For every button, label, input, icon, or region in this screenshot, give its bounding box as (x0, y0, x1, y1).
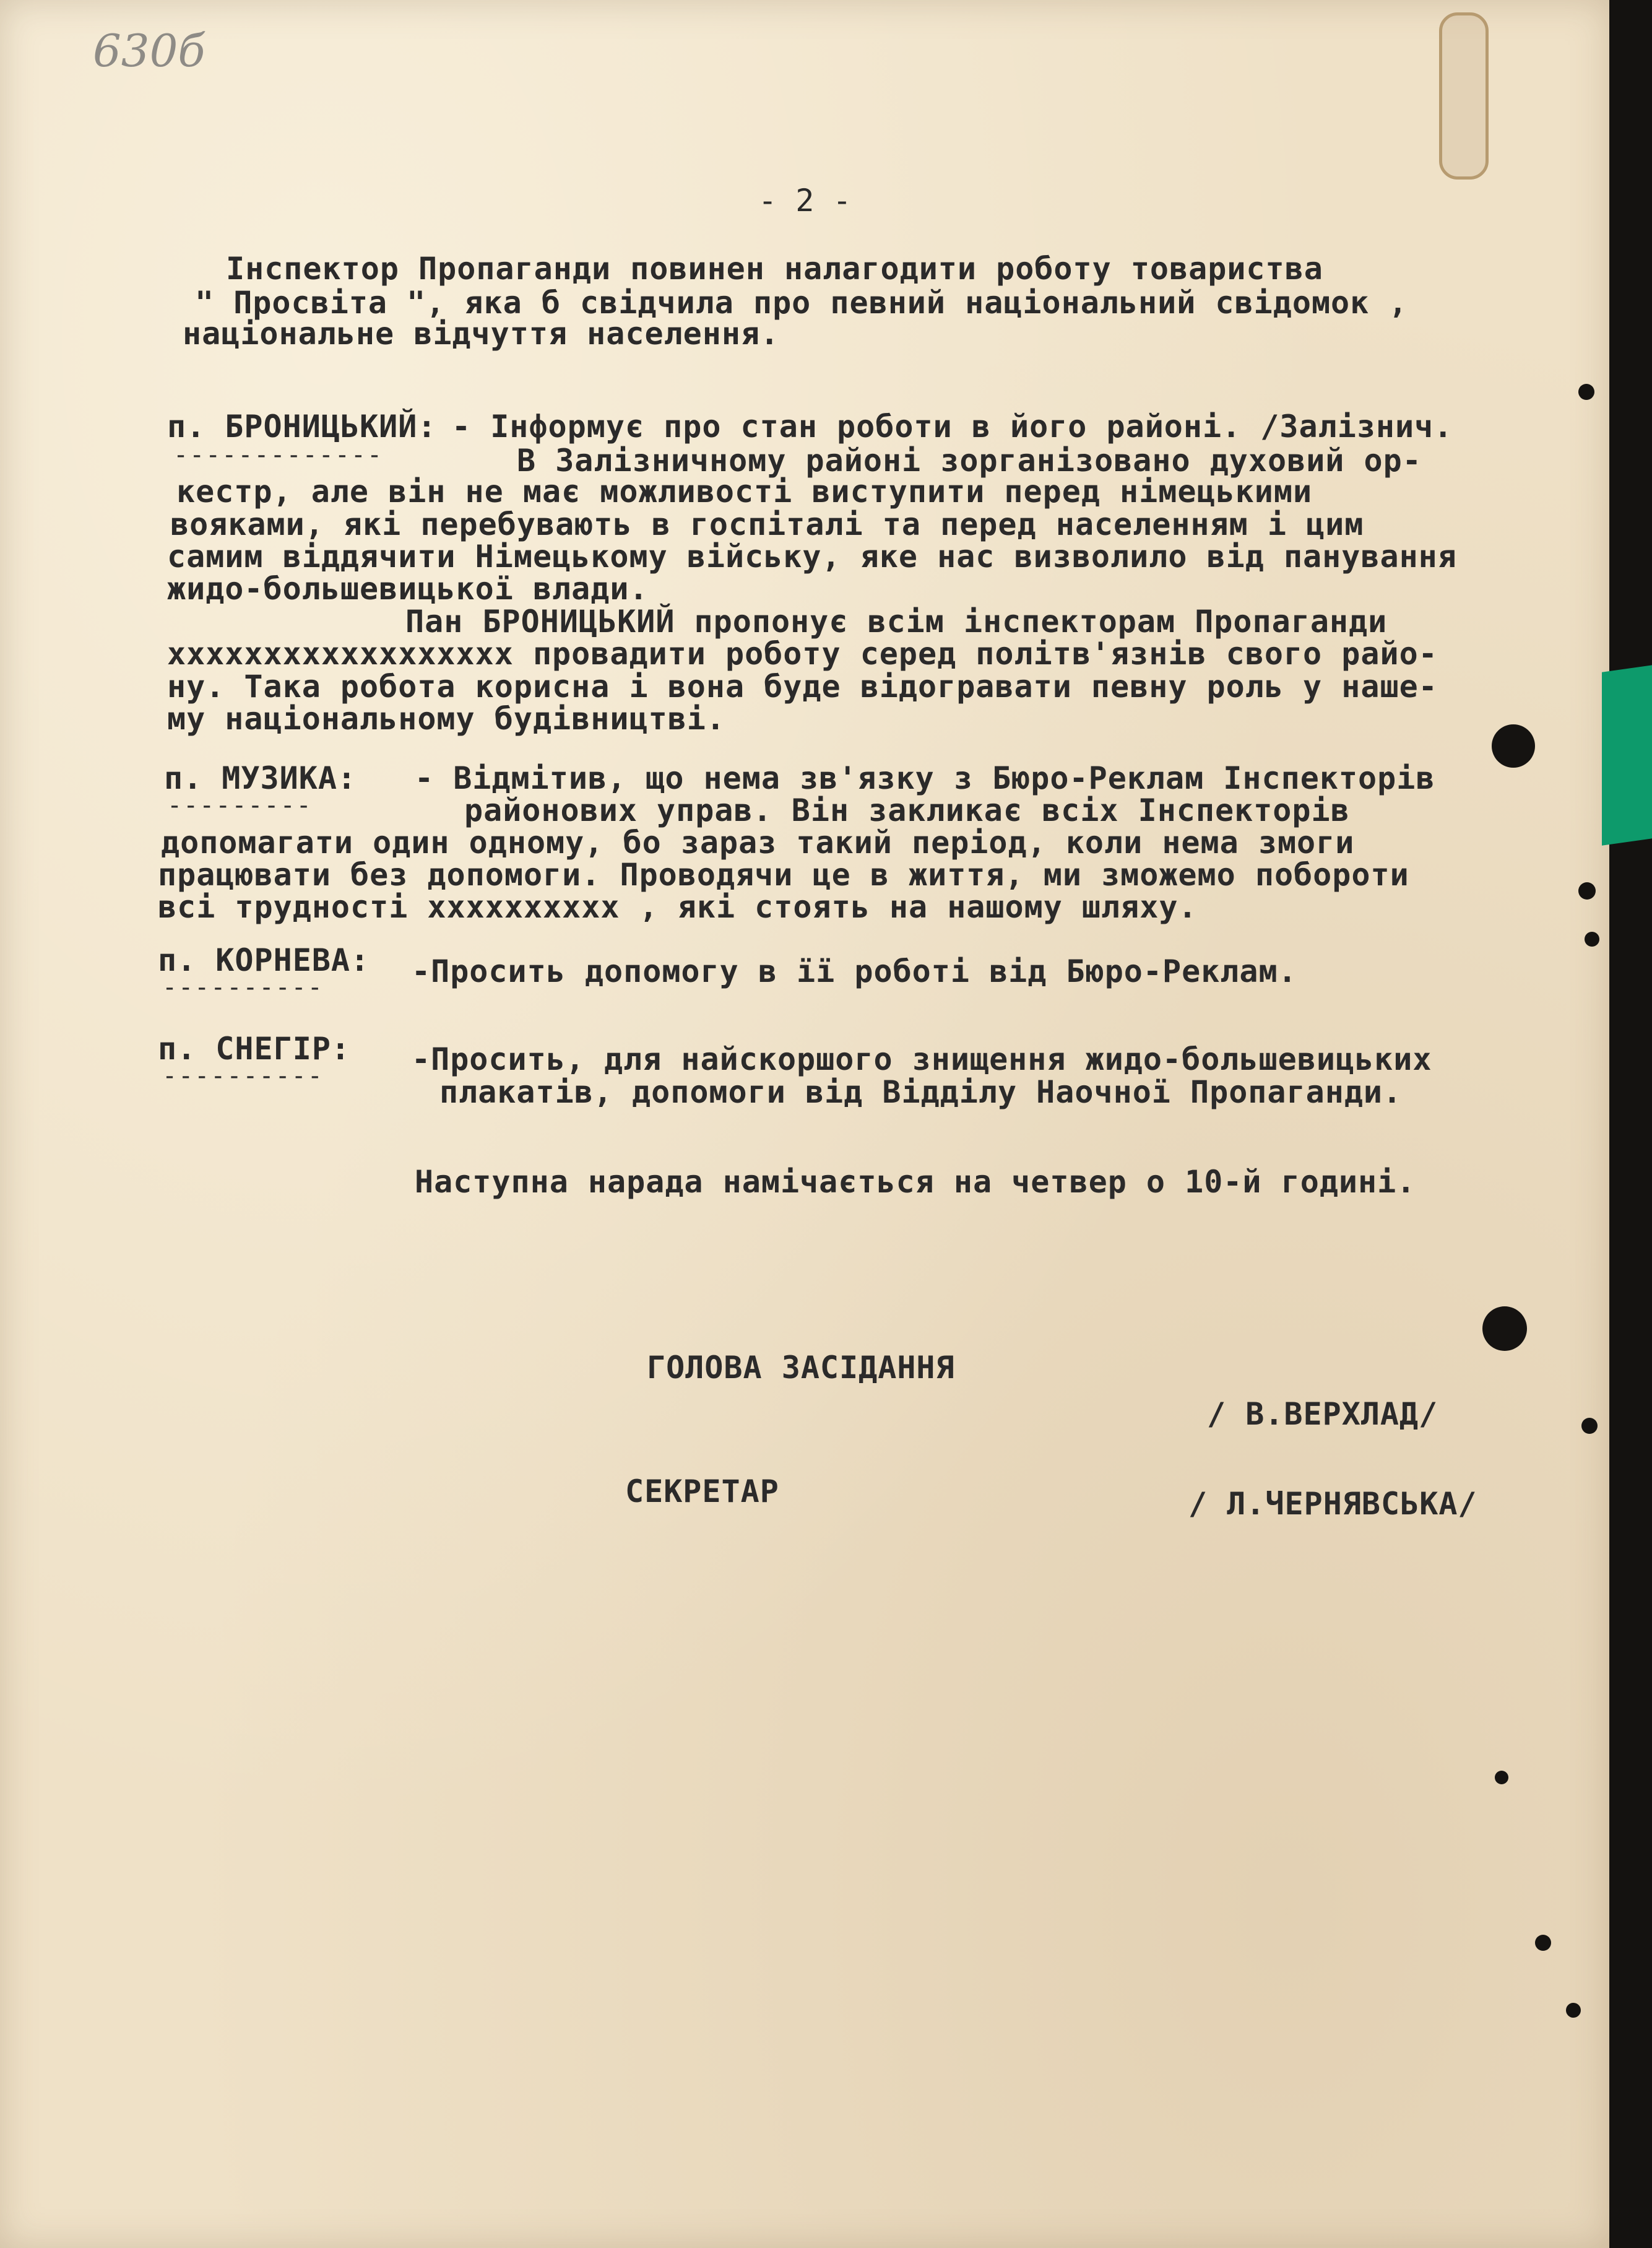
punch-hole (1578, 384, 1594, 400)
entry-line: В Залізничному районі зорганізовано духовий ор- (517, 443, 1422, 479)
entry-line: -Просить допомогу в її роботі від Бюро-Реклам. (412, 953, 1297, 989)
speaker-underline: ---------- (162, 1062, 324, 1090)
page-number: - 2 - (758, 183, 852, 219)
speaker-label: п. МУЗИКА: (164, 760, 357, 796)
intro-line-3: національне відчуття населення. (183, 316, 780, 352)
entry-line: працювати без допомоги. Проводячи це в життя, ми зможемо побороти (158, 857, 1409, 893)
entry-line: жидо-большевицької влади. (167, 571, 649, 607)
secretary-name: / Л.ЧЕРНЯВСЬКА/ (1188, 1486, 1477, 1522)
scan-background (1609, 0, 1652, 2248)
green-tab (1602, 665, 1652, 845)
entry-line: допомагати один одному, бо зараз такий період, коли нема змоги (161, 825, 1355, 861)
speaker-underline: ---------- (162, 973, 324, 1002)
punch-hole (1492, 724, 1535, 768)
paper-clip (1439, 12, 1489, 180)
entry-line: - Відмітив, що нема зв'язку з Бюро-Реклам Інспекторів (415, 760, 1435, 796)
chair-name: / В.ВЕРХЛАД/ (1207, 1396, 1438, 1432)
entry-line: -Просить, для найскоршого знищення жидо-большевицьких (412, 1041, 1432, 1077)
intro-line-2: " Просвіта ", яка б свідчила про певний національний свідомок , (195, 285, 1408, 321)
entry-line: - Інформує про стан роботи в його районі. /Залізнич. (452, 409, 1453, 445)
secretary-label: СЕКРЕТАР (625, 1473, 779, 1509)
entry-line: всі трудності xxxxxxxxxx , які стоять на нашому шляху. (158, 889, 1198, 925)
entry-line: самим віддячити Німецькому війську, яке нас визволило від панування (167, 539, 1457, 575)
punch-hole (1578, 882, 1596, 900)
punch-hole (1495, 1771, 1508, 1784)
archive-mark: 630б (93, 25, 205, 77)
speaker-label: п. КОРНЕВА: (158, 942, 370, 978)
intro-line-1: Інспектор Пропаганди повинен налагодити роботу товариства (226, 251, 1323, 287)
entry-line: xxxxxxxxxxxxxxxxxx провадити роботу серед політв'язнів свого райо- (167, 636, 1438, 672)
speaker-underline: --------- (167, 791, 313, 820)
entry-line: районових управ. Він закликає всіх Інспекторів (464, 792, 1350, 828)
speaker-underline: ------------- (173, 441, 384, 469)
entry-line: ну. Така робота корисна і вона буде відогравати певну роль у наше- (167, 669, 1438, 705)
speaker-label: п. БРОНИЦЬКИЙ: (167, 409, 437, 445)
punch-hole (1535, 1935, 1551, 1951)
punch-hole (1482, 1306, 1527, 1351)
entry-line: кестр, але він не має можливості виступити перед німецькими (176, 474, 1313, 510)
entry-line: плакатів, допомоги від Відділу Наочної Пропаганди. (439, 1074, 1403, 1110)
entry-line: вояками, які перебувають в госпіталі та перед населенням і цим (170, 506, 1364, 542)
punch-hole (1585, 932, 1599, 947)
next-meeting: Наступна нарада намічається на четвер о 10-й годині. (415, 1164, 1416, 1200)
chair-label: ГОЛОВА ЗАСІДАННЯ (647, 1350, 955, 1386)
punch-hole (1566, 2003, 1581, 2018)
entry-line: Пан БРОНИЦЬКИЙ пропонує всім інспекторам Пропаганди (405, 604, 1388, 640)
entry-line: му національному будівництві. (167, 701, 725, 737)
punch-hole (1581, 1418, 1598, 1434)
speaker-label: п. СНЕГІР: (158, 1031, 351, 1067)
